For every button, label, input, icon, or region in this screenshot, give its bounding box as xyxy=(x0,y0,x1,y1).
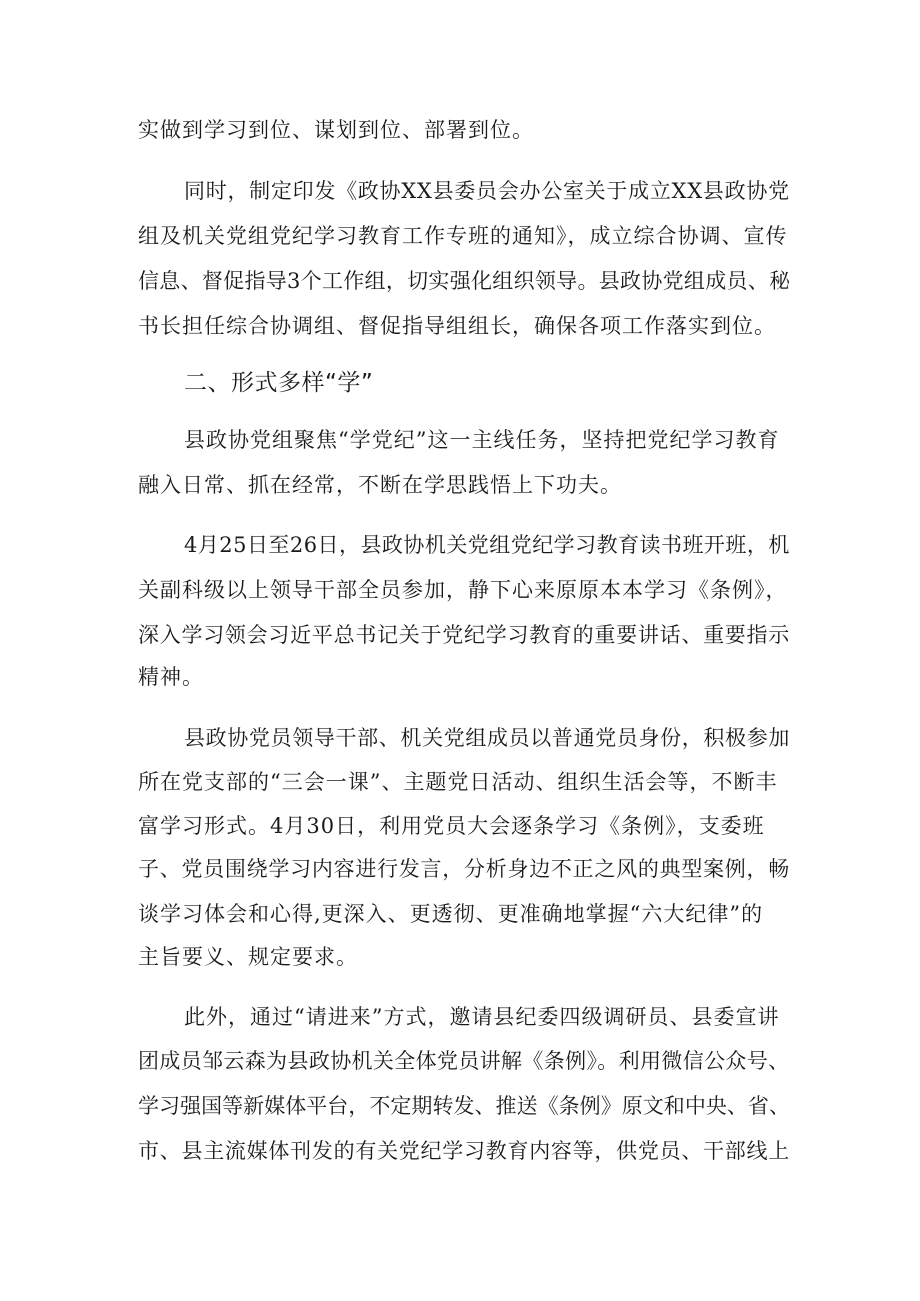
paragraph-line: 市、县主流媒体刊发的有关党纪学习教育内容等，供党员、干部线上 xyxy=(138,1139,790,1163)
paragraph-line: 融入日常、抓在经常，不断在学思践悟上下功夫。 xyxy=(138,473,622,497)
paragraph-line: 县政协党组聚焦“学党纪”这一主线任务，坚持把党纪学习教育 xyxy=(184,428,780,452)
paragraph-line: 关副科级以上领导干部全员参加，静下心来原原本本学习《条例》， xyxy=(138,578,788,602)
paragraph-line: 谈学习体会和心得,更深入、更透彻、更准确地掌握“六大纪律”的 xyxy=(138,902,764,926)
paragraph-line: 深入学习领会习近平总书记关于党纪学习教育的重要讲话、重要指示 xyxy=(138,623,790,647)
section-heading: 二、形式多样“学” xyxy=(184,370,374,396)
paragraph-line: 县政协党员领导干部、机关党组成员以普通党员身份，积极参加 xyxy=(184,726,790,750)
paragraph-line: 4月25日至26日，县政协机关党组党纪学习教育读书班开班，机 xyxy=(184,533,790,557)
paragraph-line: 团成员邹云森为县政协机关全体党员讲解《条例》。利用微信公众号、 xyxy=(138,1049,790,1073)
paragraph-line: 富学习形式。4月30日，利用党员大会逐条学习《条例》，支委班 xyxy=(138,814,765,838)
paragraph-line: 信息、督促指导3个工作组，切实强化组织领导。县政协党组成员、秘 xyxy=(138,269,791,293)
paragraph-line: 实做到学习到位、谋划到位、部署到位。 xyxy=(138,118,534,142)
paragraph-line: 所在党支部的“三会一课”、主题党日活动、组织生活会等，不断丰 xyxy=(138,770,778,794)
paragraph-line: 主旨要义、规定要求。 xyxy=(138,945,358,969)
paragraph-line: 书长担任综合协调组、督促指导组组长，确保各项工作落实到位。 xyxy=(138,314,776,338)
paragraph-line: 组及机关党组党纪学习教育工作专班的通知》，成立综合协调、宣传 xyxy=(138,224,788,248)
paragraph-line: 学习强国等新媒体平台，不定期转发、推送《条例》原文和中央、省、 xyxy=(138,1094,790,1118)
paragraph-line: 子、党员围绕学习内容进行发言，分析身边不正之风的典型案例，畅 xyxy=(138,857,790,881)
paragraph-line: 同时，制定印发《政协XX县委员会办公室关于成立XX县政协党 xyxy=(184,179,790,203)
paragraph-line: 精神。 xyxy=(138,665,204,689)
paragraph-line: 此外，通过“请进来”方式，邀请县纪委四级调研员、县委宣讲 xyxy=(184,1005,780,1029)
